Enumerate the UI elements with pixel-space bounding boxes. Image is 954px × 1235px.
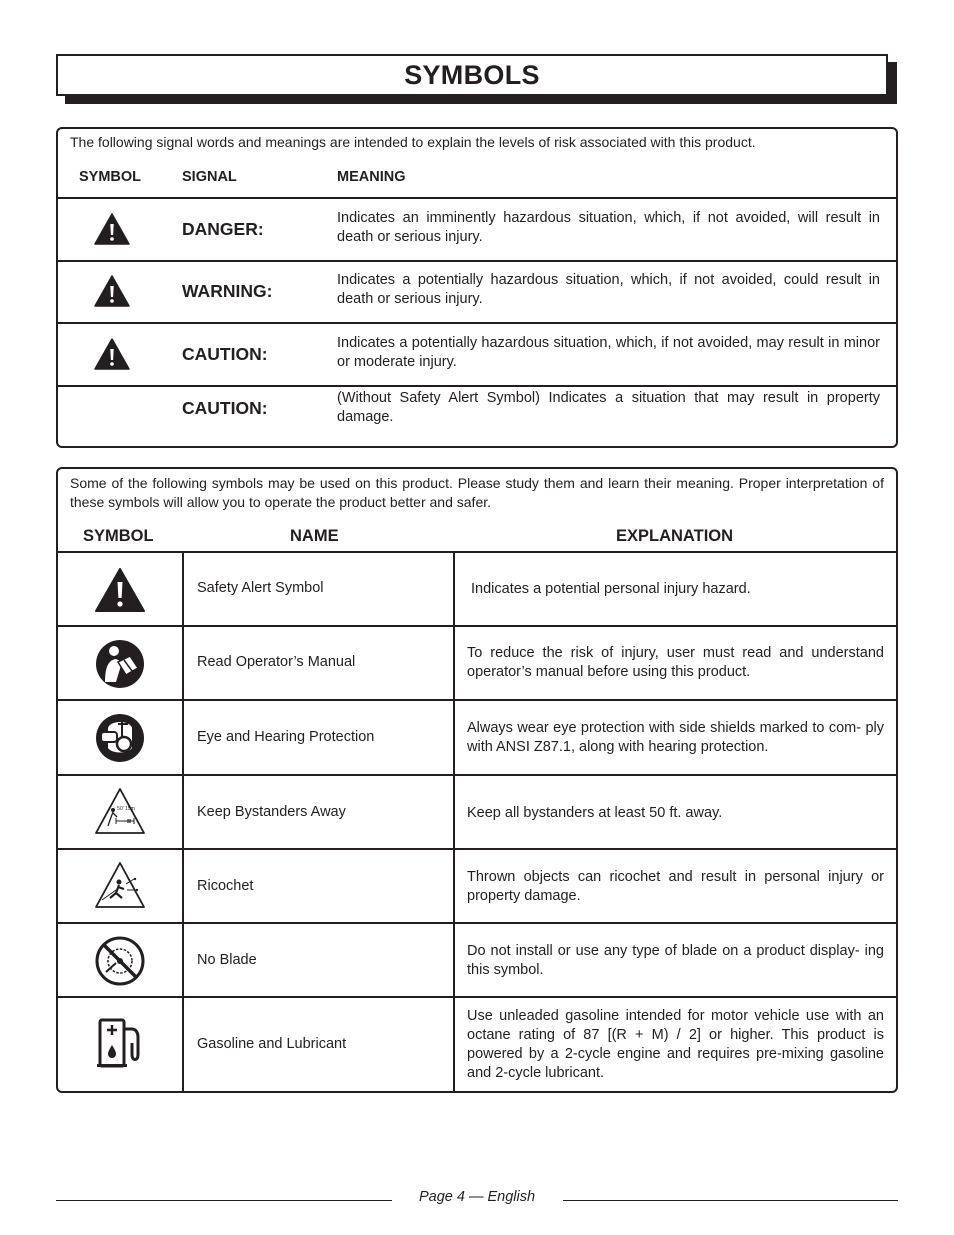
signal-row: [58, 322, 896, 385]
symbol-row: [58, 625, 896, 699]
symbols-header-symbol: SYMBOL: [83, 527, 154, 545]
symbol-name: Eye and Hearing Protection: [197, 729, 375, 745]
page-footer: Page 4 — English: [418, 1189, 536, 1205]
symbol-name: No Blade: [197, 952, 257, 968]
signal-intro: The following signal words and meanings are intended to explain the levels of risk associated with this product.: [70, 134, 756, 150]
read-manual-icon: [94, 638, 146, 690]
safety-alert-icon: [94, 338, 130, 370]
signal-word: CAUTION:: [182, 398, 268, 418]
signal-row: [58, 197, 896, 260]
title-banner: [56, 54, 888, 96]
symbols-header-name: NAME: [290, 527, 339, 545]
signal-header-meaning: MEANING: [337, 169, 406, 185]
symbols-header-explanation: EXPLANATION: [616, 527, 734, 545]
symbol-explanation: Indicates a potential personal injury hazard.: [471, 581, 751, 597]
no-blade-icon: [94, 935, 146, 987]
symbol-row: [58, 996, 896, 1091]
signal-meaning: Indicates a potentially hazardous situation, which, if not avoided, may result in minor or moderate injury.: [337, 335, 880, 370]
symbol-name: Ricochet: [197, 878, 254, 894]
safety-alert-icon: [94, 565, 146, 617]
symbol-name: Read Operator’s Manual: [197, 654, 356, 670]
page-title: SYMBOLS: [404, 59, 540, 90]
signal-header-symbol: SYMBOL: [79, 169, 142, 185]
signal-word: WARNING:: [182, 281, 273, 301]
symbol-explanation: To reduce the risk of injury, user must read and understand operator’s manual before using this product.: [467, 645, 884, 680]
safety-alert-icon: [94, 213, 130, 245]
signal-header-signal: SIGNAL: [182, 169, 237, 185]
signal-meaning: Indicates an imminently hazardous situation, which, if not avoided, will result in death or serious injury.: [337, 210, 880, 245]
signal-meaning: (Without Safety Alert Symbol) Indicates a situation that may result in property damage.: [337, 390, 880, 425]
bystander-distance-label: 50' 15m: [117, 806, 135, 812]
symbol-explanation: Thrown objects can ricochet and result in personal injury or property damage.: [467, 869, 884, 904]
symbol-explanation: Use unleaded gasoline intended for motor vehicle use with an octane rating of 87 [(R + M) / 2] or higher. This product is powered by a 2-cycle engine and requires pre-mixing gasoline and 2-cycle lubricant.: [467, 1008, 884, 1081]
symbols-panel: [56, 467, 898, 1093]
symbol-explanation: Keep all bystanders at least 50 ft. away.: [467, 805, 723, 821]
keep-bystanders-away-icon: [94, 786, 146, 838]
symbol-row: [58, 551, 896, 625]
symbols-intro: Some of the following symbols may be used on this product. Please study them and learn their meaning. Proper interpretation of these symbols will allow you to operate the product better and safer.: [70, 475, 884, 510]
symbol-row: [58, 848, 896, 922]
signal-word: DANGER:: [182, 219, 264, 239]
symbol-name: Safety Alert Symbol: [197, 580, 324, 596]
symbol-row: [58, 774, 896, 848]
gasoline-lubricant-icon: [94, 1017, 146, 1069]
symbol-explanation: Do not install or use any type of blade on a product display- ing this symbol.: [467, 943, 884, 978]
symbol-name: Keep Bystanders Away: [197, 804, 346, 820]
eye-hearing-protection-icon: [94, 712, 146, 764]
ricochet-icon: [94, 860, 146, 912]
signal-meaning: Indicates a potentially hazardous situation, which, if not avoided, could result in death or serious injury.: [337, 272, 880, 307]
signal-words-panel: [56, 127, 898, 448]
signal-row: [58, 385, 896, 446]
safety-alert-icon: [94, 275, 130, 307]
signal-word: CAUTION:: [182, 344, 268, 364]
symbol-explanation: Always wear eye protection with side shields marked to com- ply with ANSI Z87.1, along with hearing protection.: [467, 720, 884, 755]
signal-row: [58, 260, 896, 322]
symbol-row: [58, 699, 896, 774]
symbol-name: Gasoline and Lubricant: [197, 1036, 347, 1052]
symbol-row: [58, 922, 896, 996]
